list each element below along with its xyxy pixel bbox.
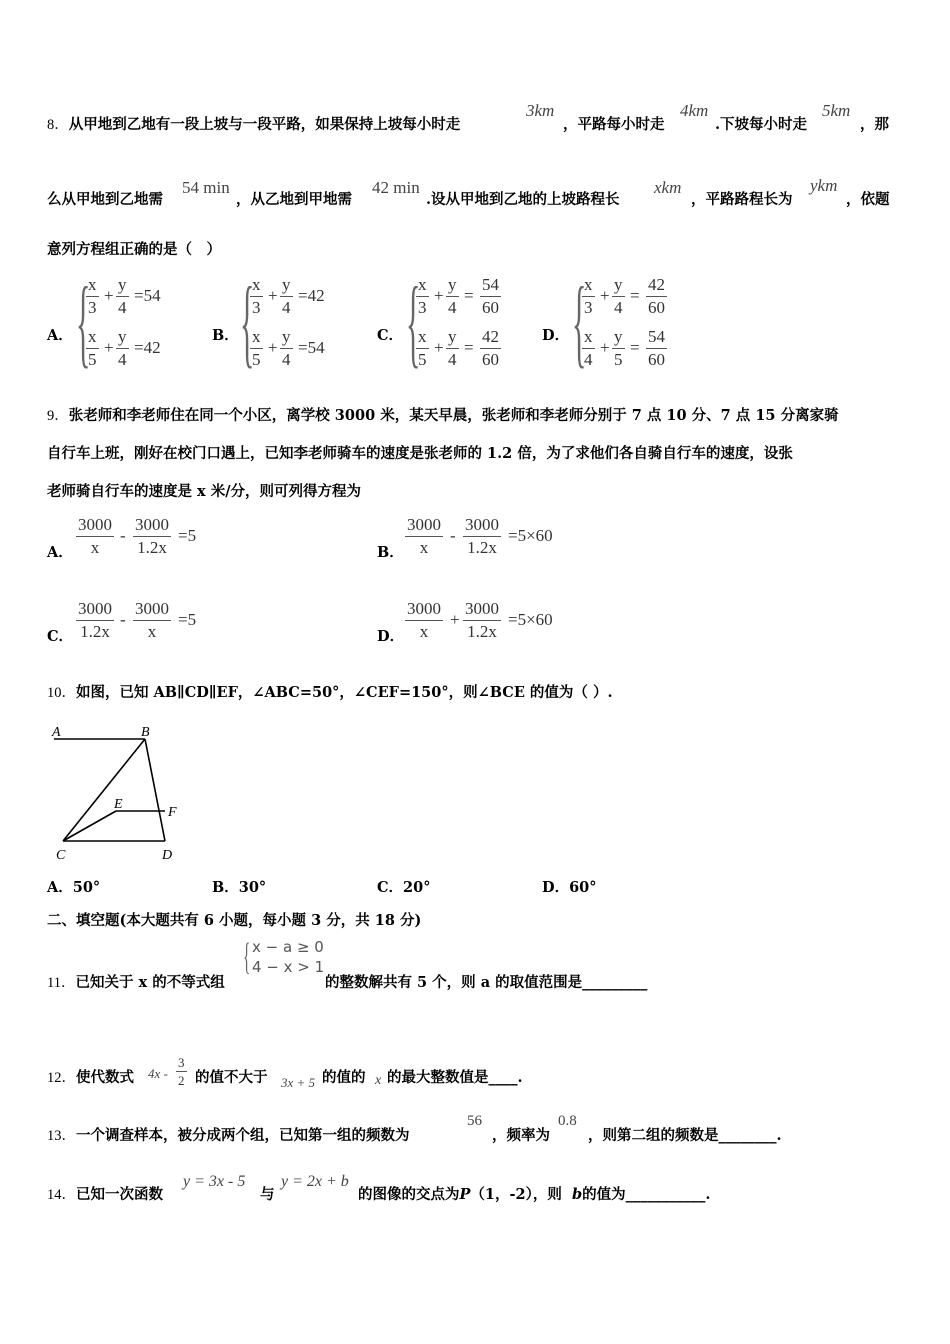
q11-sys1: x − a ≥ 0 — [252, 938, 324, 956]
q10-option-a[interactable]: A．50° — [47, 879, 101, 896]
frac: $\frac{x}{5}$ — [252, 327, 261, 369]
label-f: F — [168, 805, 177, 820]
q8-number: 8． — [47, 117, 69, 133]
frac: $\frac{3000}{1.2x}$ — [135, 515, 169, 557]
q14-text-c — [358, 1185, 710, 1205]
q13-number: 13． — [47, 1128, 76, 1144]
q8-option-d-label: D． — [542, 327, 570, 344]
frac: $\frac{3000}{1.2x}$ — [465, 599, 499, 641]
frac: $\frac{3000}{x}$ — [407, 599, 441, 641]
q11-text-a: 已知关于 x 的不等式组 — [75, 974, 225, 991]
segment-bd — [145, 739, 165, 841]
q11-line — [47, 973, 225, 993]
frac: $\frac{y}{4}$ — [614, 275, 623, 317]
q14-text-b: 与 — [260, 1186, 275, 1203]
frac: $\frac{54}{60}$ — [648, 327, 665, 369]
q8-text-part4: ，那 — [860, 116, 889, 133]
q8-option-b-label: B． — [212, 327, 239, 344]
frac: $\frac{3000}{1.2x}$ — [78, 599, 112, 641]
frac: $\frac{y}{4}$ — [118, 327, 127, 369]
label-b: B — [141, 725, 150, 740]
frac: $\frac{x}{4}$ — [584, 327, 593, 369]
q13-val1: 56 — [467, 1113, 482, 1129]
q8-line3: 意列方程组正确的是（ ） — [47, 241, 221, 258]
q13-text-c: ，则第二组的频数是________. — [588, 1127, 782, 1144]
q9-option-b-label: B． — [377, 544, 404, 561]
q11-sys2: 4 − x > 1 — [252, 958, 325, 976]
q8-line2d: ，平路路程长为 — [691, 191, 793, 208]
q9-number: 9． — [47, 408, 69, 424]
q12-expr1: 4x - — [148, 1066, 168, 1081]
q9-line2: 自行车上班，刚好在校门口遇上，已知李老师骑车的速度是张老师的 1.2 倍，为了求他们各自骑自行车的速度，设张 — [47, 445, 793, 462]
operator: - — [450, 526, 456, 545]
q14-b-var: b — [571, 1186, 583, 1203]
q9-line1-text: 张老师和李老师住在同一个小区，离学校 3000 米，某天早晨，张老师和李老师分别于 7 点 10 分、7 点 15 分离家骑 — [68, 407, 839, 424]
q10-figure — [44, 718, 194, 864]
operator: - — [120, 610, 126, 629]
equals: = — [464, 338, 474, 357]
q14-text-e: 的值为___________. — [582, 1186, 711, 1203]
frac: $\frac{y}{4}$ — [118, 275, 127, 317]
q13-text-a: 一个调查样本，被分成两个组，已知第一组的频数为 — [76, 1127, 410, 1144]
q8-math-t2: 42 min — [372, 178, 420, 197]
frac: $\frac{y}{4}$ — [448, 275, 457, 317]
q8-math-x: xkm — [654, 178, 682, 197]
frac: $\frac{x}{3}$ — [418, 275, 427, 317]
q8-option-c-label: C． — [377, 327, 404, 344]
q10-number: 10． — [47, 685, 76, 701]
q10-option-c[interactable]: C．20° — [377, 879, 431, 896]
q12-text-c: 的值的 — [322, 1069, 366, 1086]
plus: + — [600, 338, 610, 357]
q12-frac: $\frac{3}{2}$ — [178, 1055, 185, 1088]
segment-bc — [63, 739, 145, 841]
q9-line3: 老师骑自行车的速度是 x 米/分，则可列得方程为 — [47, 483, 362, 500]
frac: $\frac{x}{5}$ — [88, 327, 97, 369]
plus: + — [268, 286, 278, 305]
rhs: =5 — [178, 526, 197, 545]
plus: + — [434, 338, 444, 357]
q8-line2c: .设从甲地到乙地的上坡路程长 — [426, 191, 620, 208]
q12-var: x — [375, 1073, 382, 1088]
q14-text-d: 则 — [547, 1186, 562, 1203]
q13-line — [47, 1126, 410, 1146]
q14-number: 14． — [47, 1187, 76, 1203]
frac: $\frac{3000}{x}$ — [135, 599, 169, 641]
q12-text-b: 的值不大于 — [195, 1069, 268, 1086]
plus: + — [268, 338, 278, 357]
plus: + — [104, 338, 114, 357]
frac: $\frac{x}{3}$ — [252, 275, 261, 317]
rhs: =5 — [178, 610, 197, 629]
q9-option-c-label: C． — [47, 628, 74, 645]
q8-line2e: ，依题 — [846, 191, 890, 208]
q8-line2b: ，从乙地到甲地需 — [236, 191, 352, 208]
brace-a: { — [76, 266, 91, 377]
q8-text-part3: .下坡每小时走 — [715, 116, 808, 133]
q8-math-t1: 54 min — [182, 178, 230, 197]
operator: - — [120, 526, 126, 545]
label-e: E — [114, 797, 123, 812]
q10-option-d[interactable]: D．60° — [542, 879, 597, 896]
q8-math-down: 5km — [822, 101, 851, 120]
frac: $\frac{y}{4}$ — [448, 327, 457, 369]
frac: $\frac{y}{4}$ — [282, 275, 291, 317]
rhs: =54 — [298, 338, 325, 357]
rhs: =5×60 — [508, 526, 553, 545]
plus: + — [104, 286, 114, 305]
q8-text-part1: 从甲地到乙地有一段上坡与一段平路，如果保持上坡每小时走 — [68, 116, 461, 133]
q12-text-d: 的最大整数值是____. — [387, 1069, 523, 1086]
equals: = — [464, 286, 474, 305]
frac: $\frac{x}{5}$ — [418, 327, 427, 369]
frac: $\frac{3000}{x}$ — [78, 515, 112, 557]
plus: + — [600, 286, 610, 305]
q14-f2: y = 2x + b — [281, 1173, 349, 1190]
brace-c: { — [406, 266, 421, 377]
frac: $\frac{y}{5}$ — [614, 327, 623, 369]
q12-text-a: 使代数式 — [76, 1069, 134, 1086]
rhs: =54 — [134, 286, 161, 305]
label-d: D — [162, 848, 173, 863]
rhs: =5×60 — [508, 610, 553, 629]
q14-text-a: 已知一次函数 — [76, 1186, 163, 1203]
q12-line — [47, 1068, 134, 1088]
equals: = — [630, 338, 640, 357]
q13-text-b: ，频率为 — [492, 1127, 550, 1144]
plus: + — [434, 286, 444, 305]
frac: $\frac{x}{3}$ — [584, 275, 593, 317]
label-c: C — [56, 848, 66, 863]
q11-brace: { — [243, 936, 251, 978]
brace-b: { — [240, 266, 255, 377]
q14-point: （1，-2）， — [470, 1186, 548, 1203]
q8-math-flat: 4km — [680, 101, 709, 120]
q14-f1: y = 3x - 5 — [183, 1173, 246, 1190]
q14-line — [47, 1185, 163, 1205]
q11-text-b: 的整数解共有 5 个，则 a 的取值范围是_________ — [325, 974, 648, 991]
rhs: =42 — [298, 286, 325, 305]
equals: = — [630, 286, 640, 305]
q14-text-c-label: 的图像的交点为 — [358, 1186, 460, 1203]
q8-option-a-label: A． — [47, 327, 73, 344]
q8-line2a: 么从甲地到乙地需 — [47, 191, 163, 208]
q9-option-d-label: D． — [377, 628, 405, 645]
q12-expr2: 3x + 5 — [281, 1075, 316, 1090]
q10-text: 如图，已知 AB∥CD∥EF，∠ABC=50°，∠CEF=150°，则∠BCE 的值为（ ）. — [76, 684, 613, 701]
operator: + — [450, 610, 460, 629]
frac: $\frac{y}{4}$ — [282, 327, 291, 369]
rhs: =42 — [134, 338, 161, 357]
brace-d: { — [572, 266, 587, 377]
q8-text-part2: ，平路每小时走 — [563, 116, 665, 133]
frac: $\frac{3000}{x}$ — [407, 515, 441, 557]
q14-point-var: P — [459, 1186, 471, 1203]
frac: $\frac{42}{60}$ — [482, 327, 499, 369]
label-a: A — [52, 725, 61, 740]
frac: $\frac{54}{60}$ — [482, 275, 499, 317]
q13-val2: 0.8 — [558, 1113, 577, 1129]
q9-option-a-label: A． — [47, 544, 73, 561]
q8-line1 — [47, 115, 460, 135]
q11-number: 11． — [47, 975, 76, 991]
frac: $\frac{3000}{1.2x}$ — [465, 515, 499, 557]
q8-math-y: ykm — [810, 176, 838, 195]
q12-number: 12． — [47, 1070, 76, 1086]
section2-heading: 二、填空题(本大题共有 6 小题，每小题 3 分，共 18 分) — [47, 912, 422, 929]
frac: $\frac{x}{3}$ — [88, 275, 97, 317]
q8-math-up: 3km — [526, 101, 555, 120]
segment-ce — [63, 811, 116, 841]
frac: $\frac{42}{60}$ — [648, 275, 665, 317]
q10-line — [47, 683, 613, 703]
q9-line1 — [47, 406, 839, 426]
q10-option-b[interactable]: B．30° — [212, 879, 267, 896]
